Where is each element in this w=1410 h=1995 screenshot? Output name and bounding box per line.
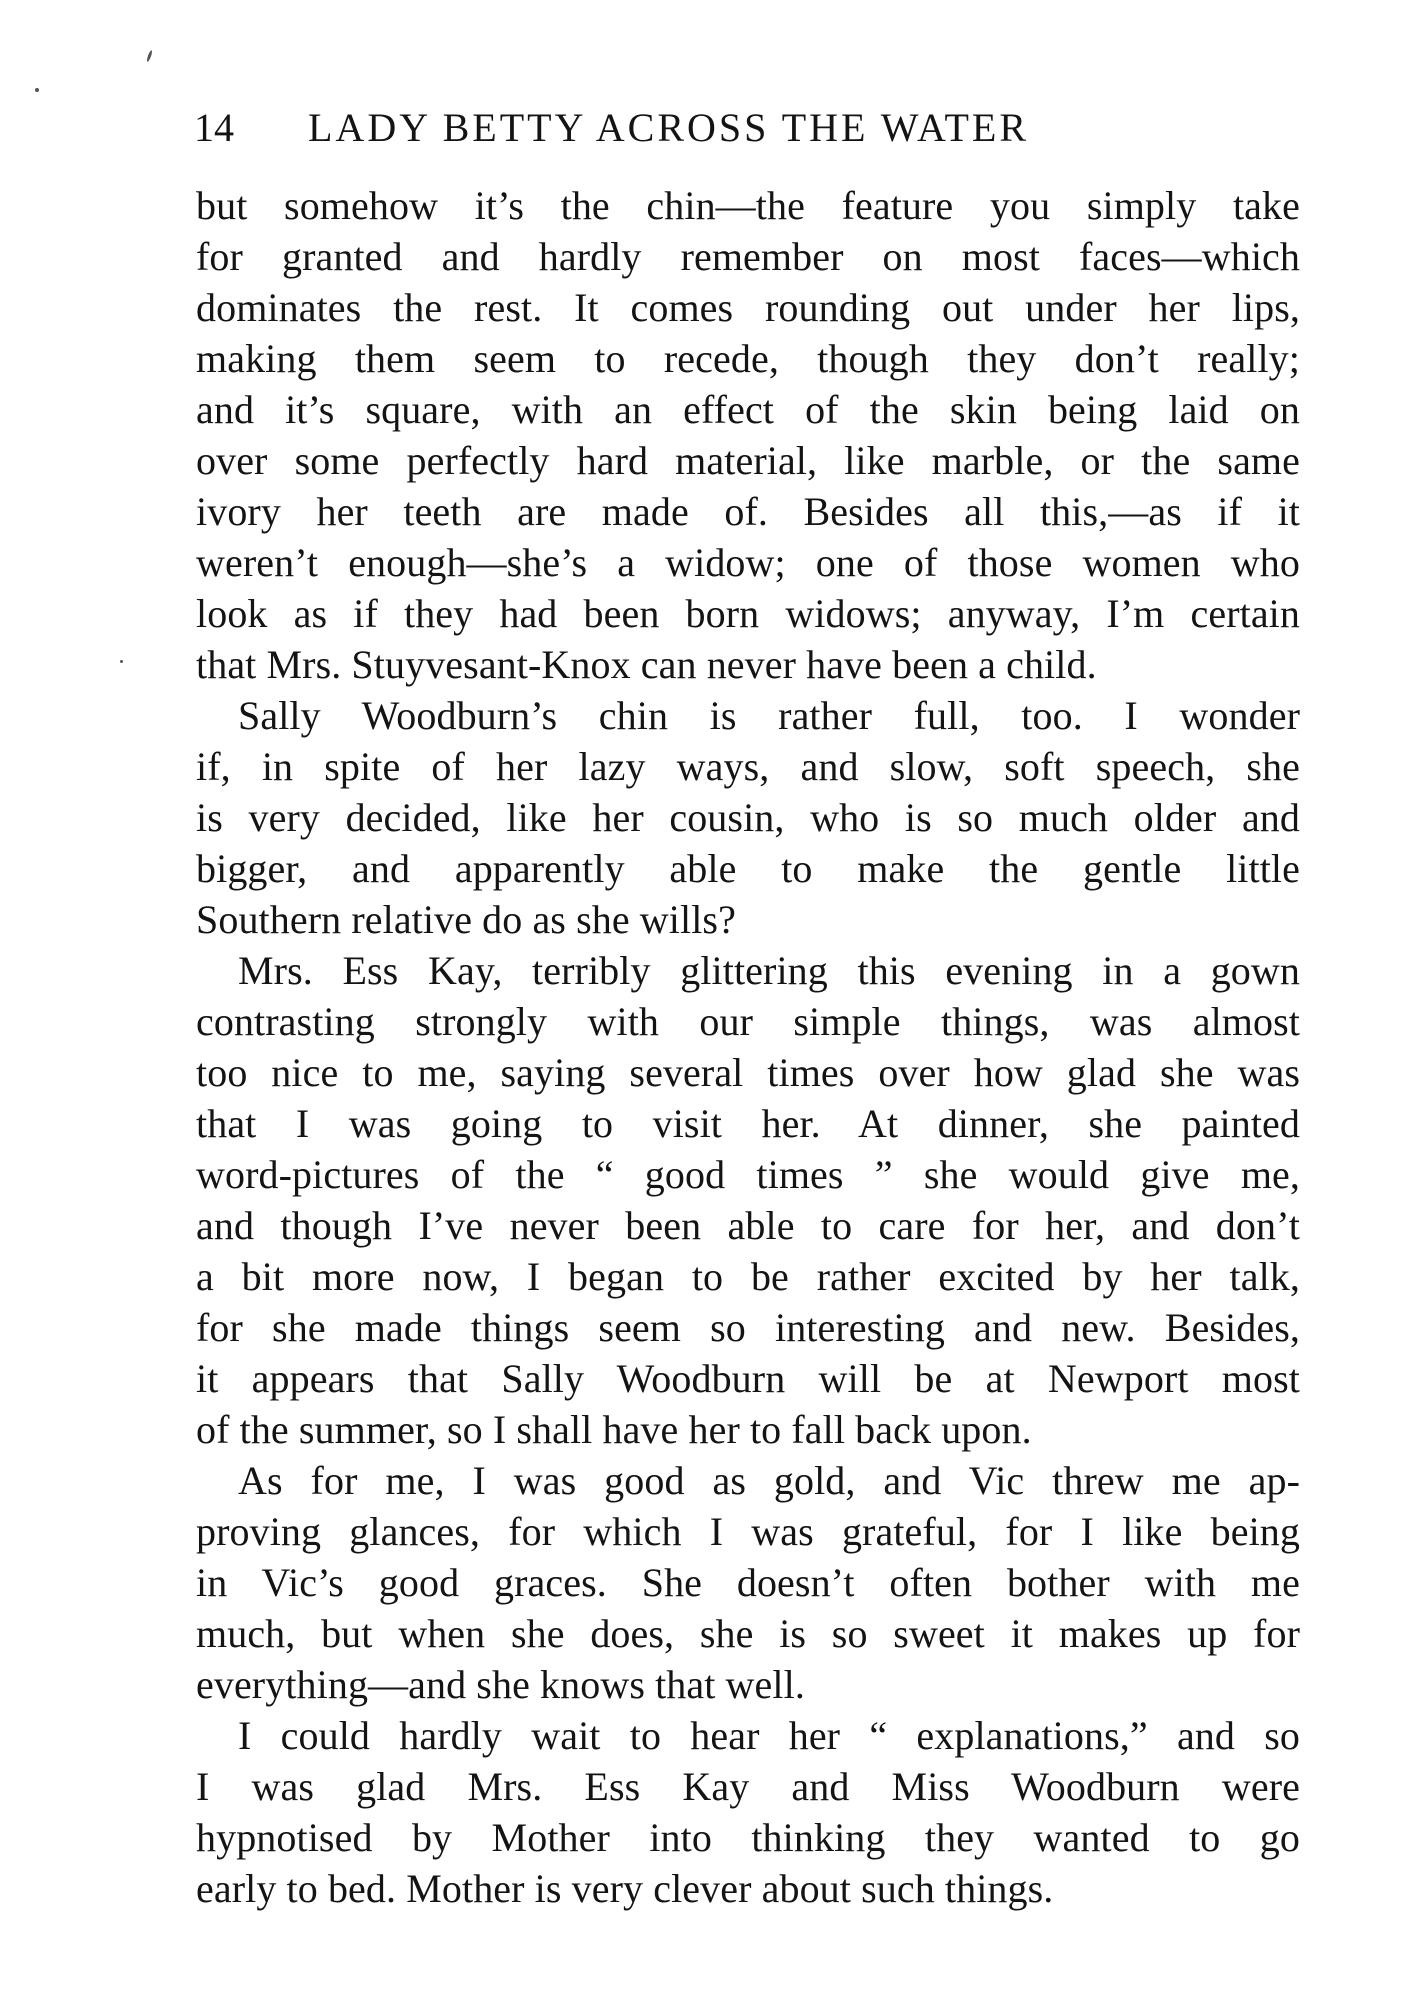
scan-speck (35, 88, 39, 92)
scan-speck (146, 50, 153, 62)
text-line: proving glances, for which I was grateful, for I like being (196, 1509, 1300, 1554)
text-line: but somehow it’s the chin—the feature you simply take (196, 183, 1300, 228)
text-line: everything—and she knows that well. (196, 1662, 805, 1707)
text-line: Mrs. Ess Kay, terribly glittering this evening in a gown (238, 948, 1300, 993)
text-line: look as if they had been born widows; anyway, I’m certain (196, 591, 1300, 636)
text-line: dominates the rest. It comes rounding out under her lips, (196, 285, 1300, 330)
text-line: bigger, and apparently able to make the gentle little (196, 846, 1300, 891)
text-line: Southern relative do as she wills? (196, 897, 736, 942)
text-line: As for me, I was good as gold, and Vic threw me ap- (238, 1458, 1300, 1503)
text-line: I could hardly wait to hear her “ explanations,” and so (238, 1713, 1300, 1758)
scan-speck (120, 660, 123, 663)
text-line: too nice to me, saying several times over how glad she was (196, 1050, 1300, 1095)
text-line: weren’t enough—she’s a widow; one of those women who (196, 540, 1300, 585)
text-line: for she made things seem so interesting and new. Besides, (196, 1305, 1300, 1350)
text-line: is very decided, like her cousin, who is so much older and (196, 795, 1300, 840)
text-line: and it’s square, with an effect of the skin being laid on (196, 387, 1300, 432)
text-line: early to bed. Mother is very clever about such things. (196, 1866, 1054, 1911)
text-line: that I was going to visit her. At dinner, she painted (196, 1101, 1300, 1146)
text-line: for granted and hardly remember on most faces—which (196, 234, 1300, 279)
text-line: that Mrs. Stuyvesant-Knox can never have been a child. (196, 642, 1097, 687)
text-line: ivory her teeth are made of. Besides all this,—as if it (196, 489, 1300, 534)
text-line: if, in spite of her lazy ways, and slow, soft speech, she (196, 744, 1300, 789)
text-line: word-pictures of the “ good times ” she would give me, (196, 1152, 1300, 1197)
page-number: 14 (194, 105, 234, 150)
body-text (196, 180, 1300, 1914)
running-title: LADY BETTY ACROSS THE WATER (308, 105, 1030, 150)
text-line: and though I’ve never been able to care for her, and don’t (196, 1203, 1300, 1248)
text-line: much, but when she does, she is so sweet it makes up for (196, 1611, 1300, 1656)
text-line: it appears that Sally Woodburn will be at Newport most (196, 1356, 1300, 1401)
text-line: over some perfectly hard material, like marble, or the same (196, 438, 1300, 483)
text-line: contrasting strongly with our simple things, was almost (196, 999, 1300, 1044)
text-line: making them seem to recede, though they don’t really; (196, 336, 1300, 381)
text-line: Sally Woodburn’s chin is rather full, too. I wonder (238, 693, 1300, 738)
running-header (194, 104, 1204, 168)
text-line: a bit more now, I began to be rather excited by her talk, (196, 1254, 1300, 1299)
text-line: in Vic’s good graces. She doesn’t often bother with me (196, 1560, 1300, 1605)
text-line: hypnotised by Mother into thinking they wanted to go (196, 1815, 1300, 1860)
text-line: I was glad Mrs. Ess Kay and Miss Woodburn were (196, 1764, 1300, 1809)
text-line: of the summer, so I shall have her to fall back upon. (196, 1407, 1032, 1452)
